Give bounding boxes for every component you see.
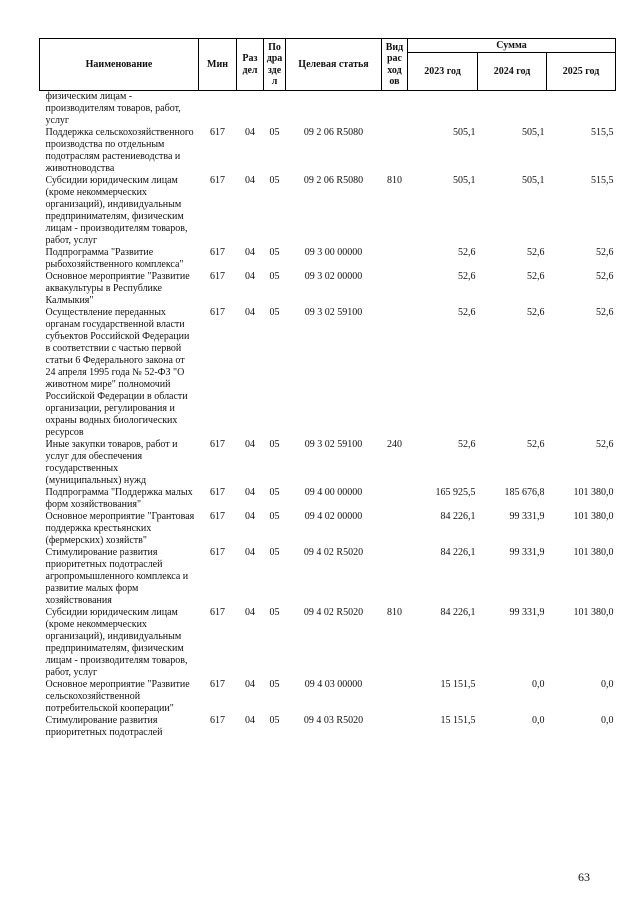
row-name: Подпрограмма "Развитие рыбохозяйственного комплекса" — [45, 247, 184, 270]
continuation-row — [40, 91, 616, 128]
row-razdel: 04 — [245, 247, 255, 258]
row-name: Субсидии юридическим лицам (кроме некоммерческих организаций), индивидуальным предпринимателям, физическим лицам - производителям товаров, работ, услуг — [45, 175, 188, 246]
row-sum-2025: 52,6 — [596, 307, 614, 318]
row-sum-2025: 52,6 — [596, 247, 614, 258]
row-razdel: 04 — [245, 715, 255, 726]
row-podrazdel: 05 — [269, 607, 280, 618]
row-name: Стимулирование развития приоритетных подотраслей агропромышленного комплекса и развитие малых форм хозяйствования — [45, 547, 189, 606]
row-sum-2023: 84 226,1 — [440, 547, 476, 558]
row-sum-2024: 185 676,8 — [504, 487, 545, 498]
row-vid — [382, 307, 408, 439]
row-vid — [382, 715, 408, 739]
row-vid — [382, 547, 408, 607]
row-target: 09 4 02 00000 — [304, 511, 363, 522]
row-sum-2023: 52,6 — [458, 307, 476, 318]
row-podrazdel: 05 — [269, 487, 280, 498]
table-row — [40, 127, 616, 175]
row-vid — [382, 511, 408, 547]
row-sum-2025: 515,5 — [591, 175, 614, 186]
header-name: Наименование — [40, 39, 199, 91]
row-min: 617 — [210, 247, 225, 258]
row-podrazdel: 05 — [269, 127, 280, 138]
row-sum-2024: 52,6 — [527, 247, 545, 258]
row-sum-2024: 0,0 — [532, 715, 545, 726]
row-target: 09 4 03 R5020 — [303, 715, 364, 726]
row-razdel: 04 — [245, 487, 255, 498]
row-sum-2024: 52,6 — [527, 307, 545, 318]
row-target: 09 3 00 00000 — [304, 247, 363, 258]
header-2023: 2023 год — [408, 53, 478, 91]
row-vid — [382, 679, 408, 715]
row-razdel: 04 — [245, 511, 255, 522]
row-target: 09 3 02 59100 — [304, 307, 363, 318]
row-target: 09 3 02 00000 — [304, 271, 363, 282]
row-sum-2024: 0,0 — [532, 679, 545, 690]
row-sum-2023: 52,6 — [458, 247, 476, 258]
row-sum-2025: 0,0 — [601, 679, 614, 690]
row-razdel: 04 — [245, 679, 255, 690]
row-target: 09 4 00 00000 — [304, 487, 363, 498]
page-number: 63 — [578, 870, 590, 884]
row-razdel: 04 — [245, 439, 255, 450]
row-sum-2025: 101 380,0 — [573, 511, 614, 522]
table-row — [40, 175, 616, 247]
row-vid: 810 — [387, 175, 402, 186]
row-sum-2023: 15 151,5 — [440, 679, 476, 690]
row-sum-2023: 505,1 — [453, 127, 476, 138]
table-row — [40, 247, 616, 271]
row-podrazdel: 05 — [269, 547, 280, 558]
row-sum-2024: 505,1 — [522, 175, 545, 186]
row-min: 617 — [210, 511, 225, 522]
row-target: 09 4 02 R5020 — [303, 547, 364, 558]
row-sum-2023: 52,6 — [458, 439, 476, 450]
header-min: Мин — [199, 39, 237, 91]
row-sum-2023: 505,1 — [453, 175, 476, 186]
row-sum-2024: 52,6 — [527, 271, 545, 282]
header-target: Целевая статья — [286, 39, 382, 91]
header-razdel: Раз дел — [237, 39, 264, 91]
row-podrazdel: 05 — [269, 175, 280, 186]
row-sum-2025: 0,0 — [601, 715, 614, 726]
table-row — [40, 547, 616, 607]
row-podrazdel: 05 — [269, 679, 280, 690]
table-row — [40, 607, 616, 679]
row-target: 09 4 03 00000 — [304, 679, 363, 690]
row-target: 09 4 02 R5020 — [303, 607, 364, 618]
row-sum-2025: 101 380,0 — [573, 487, 614, 498]
row-vid — [382, 487, 408, 511]
row-sum-2023: 84 226,1 — [440, 607, 476, 618]
row-vid — [382, 271, 408, 307]
row-sum-2024: 505,1 — [522, 127, 545, 138]
row-sum-2024: 99 331,9 — [509, 607, 545, 618]
row-razdel: 04 — [245, 547, 255, 558]
row-podrazdel: 05 — [269, 439, 280, 450]
header-podrazdel: По дра зде л — [264, 39, 286, 91]
table-row — [40, 307, 616, 439]
row-min: 617 — [210, 175, 225, 186]
row-sum-2025: 101 380,0 — [573, 547, 614, 558]
table-row — [40, 439, 616, 487]
row-min: 617 — [210, 547, 225, 558]
row-podrazdel: 05 — [269, 307, 280, 318]
row-name: Основное мероприятие "Развитие сельскохозяйственной потребительской кооперации" — [45, 679, 190, 714]
row-sum-2023: 15 151,5 — [440, 715, 476, 726]
row-target: 09 2 06 R5080 — [303, 175, 364, 186]
row-min: 617 — [210, 715, 225, 726]
table-row — [40, 511, 616, 547]
row-target: 09 2 06 R5080 — [303, 127, 364, 138]
row-min: 617 — [210, 127, 225, 138]
row-vid: 240 — [387, 439, 402, 450]
row-podrazdel: 05 — [269, 247, 280, 258]
continuation-text: физическим лицам - производителям товаров, работ, услуг — [45, 91, 181, 126]
header-2024: 2024 год — [478, 53, 547, 91]
table-row — [40, 679, 616, 715]
row-name: Подпрограмма "Поддержка малых форм хозяйствования" — [45, 487, 193, 510]
header-2025: 2025 год — [547, 53, 616, 91]
row-sum-2024: 99 331,9 — [509, 547, 545, 558]
row-sum-2025: 52,6 — [596, 439, 614, 450]
header-vid: Вид рас ход ов — [382, 39, 408, 91]
row-name: Основное мероприятие "Грантовая поддержка крестьянских (фермерских) хозяйств" — [45, 511, 195, 546]
row-sum-2024: 99 331,9 — [509, 511, 545, 522]
row-sum-2025: 515,5 — [591, 127, 614, 138]
row-podrazdel: 05 — [269, 511, 280, 522]
row-podrazdel: 05 — [269, 715, 280, 726]
row-vid — [382, 247, 408, 271]
row-name: Иные закупки товаров, работ и услуг для обеспечения государственных (муниципальных) нужд — [45, 439, 178, 486]
row-name: Осуществление переданных органам государственной власти субъектов Российской Федерации в соответствии с частью первой статьи 6 Федерального закона от 24 апреля 1995 года № 52-ФЗ "О животном мире" полномочий Российской Федерации в области организации, регулирования и охраны водных биологических ресурсов — [45, 307, 190, 438]
row-name: Основное мероприятие "Развитие аквакультуры в Республике Калмыкия" — [45, 271, 190, 306]
table-row — [40, 487, 616, 511]
row-min: 617 — [210, 607, 225, 618]
row-sum-2023: 52,6 — [458, 271, 476, 282]
table-header — [40, 39, 616, 91]
row-min: 617 — [210, 487, 225, 498]
row-sum-2023: 165 925,5 — [435, 487, 476, 498]
row-vid — [382, 127, 408, 175]
row-razdel: 04 — [245, 271, 255, 282]
row-sum-2024: 52,6 — [527, 439, 545, 450]
row-sum-2025: 101 380,0 — [573, 607, 614, 618]
row-min: 617 — [210, 679, 225, 690]
row-name: Поддержка сельскохозяйственного производства по отдельным подотраслям растениеводства и животноводства — [45, 127, 194, 174]
row-sum-2023: 84 226,1 — [440, 511, 476, 522]
row-vid: 810 — [387, 607, 402, 618]
header-summa: Сумма — [408, 39, 616, 53]
row-name: Стимулирование развития приоритетных подотраслей — [45, 715, 163, 738]
budget-table — [39, 38, 616, 739]
row-min: 617 — [210, 439, 225, 450]
table-row — [40, 271, 616, 307]
row-name: Субсидии юридическим лицам (кроме некоммерческих организаций), индивидуальным предпринимателям, физическим лицам - производителям товаров, работ, услуг — [45, 607, 188, 678]
row-target: 09 3 02 59100 — [304, 439, 363, 450]
row-razdel: 04 — [245, 127, 255, 138]
row-min: 617 — [210, 271, 225, 282]
table-row — [40, 715, 616, 739]
table-body — [40, 91, 616, 740]
row-min: 617 — [210, 307, 225, 318]
row-podrazdel: 05 — [269, 271, 280, 282]
row-razdel: 04 — [245, 175, 255, 186]
row-sum-2025: 52,6 — [596, 271, 614, 282]
row-razdel: 04 — [245, 307, 255, 318]
row-razdel: 04 — [245, 607, 255, 618]
